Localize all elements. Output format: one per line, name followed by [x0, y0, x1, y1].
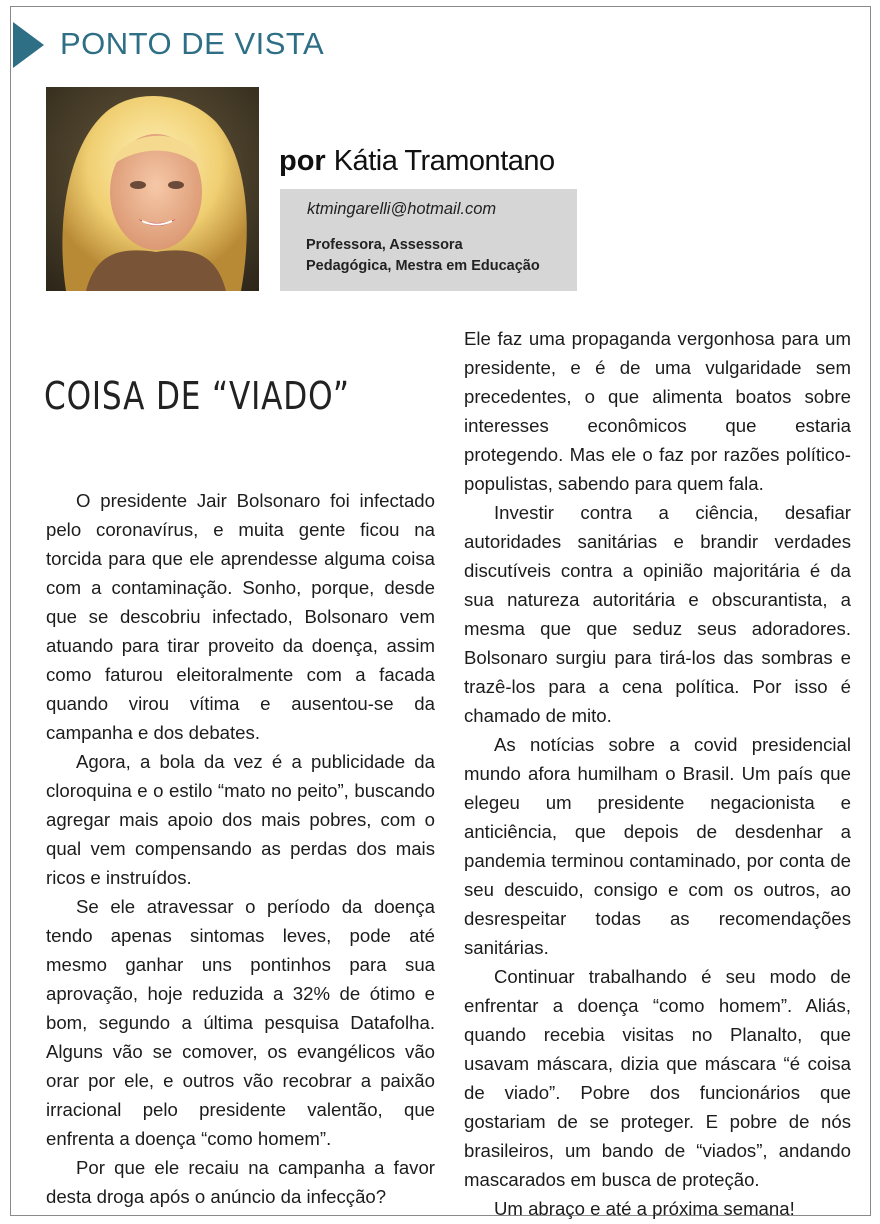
author-email[interactable]: ktmingarelli@hotmail.com: [307, 200, 497, 218]
article-closing: Um abraço e até a próxima semana!: [494, 1198, 795, 1219]
credentials-line-1: Professora, Assessora: [306, 237, 463, 253]
author-credentials: [306, 235, 540, 277]
author-photo: [46, 87, 259, 291]
article-paragraph: Por que ele recaiu na campanha a favor desta droga após o anúncio da infecção?: [46, 1157, 435, 1207]
article-column-right: [464, 324, 851, 1223]
article-paragraph: Continuar trabalhando é seu modo de enfrentar a doença “como homem”. Aliás, quando recebia visitas no Planalto, que usavam máscara, dizia que máscara “é coisa de viado”. Pobre dos funcionários que gostariam de se proteger. E pobre de nós brasileiros, um bando de “viados”, andando mascarados em busca de proteção.: [464, 966, 851, 1190]
article-paragraph: Agora, a bola da vez é a publicidade da cloroquina e o estilo “mato no peito”, buscando agregar mais apoio dos mais pobres, com o qual vem compensando as perdas dos mais ricos e instruídos.: [46, 751, 435, 888]
article-paragraph: Ele faz uma propaganda vergonhosa para um presidente, e é de uma vulgaridade sem precedentes, o que alimenta boatos sobre interesses econômicos que estaria protegendo. Mas ele o faz por razões político-populistas, sabendo para quem fala.: [464, 328, 851, 494]
author-portrait-image: [46, 87, 259, 291]
article-paragraph: Investir contra a ciência, desafiar autoridades sanitárias e brandir verdades discutíveis contra a opinião majoritária é da sua natureza autoritária e obscurantista, a mesma que que seduz seus adoradores. Bolsonaro surgiu para tirá-los das sombras e trazê-los para a cena política. Por isso é chamado de mito.: [464, 502, 851, 726]
article-headline: COISA DE “VIADO”: [44, 374, 350, 418]
credentials-line-2: Pedagógica, Mestra em Educação: [306, 258, 540, 274]
article-paragraph: As notícias sobre a covid presidencial mundo afora humilham o Brasil. Um país que elegeu um presidente negacionista e anticiência, que depois de desdenhar a pandemia terminou contaminado, por conta de seu descuido, consigo e com os outros, ao desrespeitar todas as recomendações sanitárias.: [464, 734, 851, 958]
section-title: PONTO DE VISTA: [60, 26, 325, 61]
article-paragraph: Se ele atravessar o período da doença tendo apenas sintomas leves, pode até mesmo ganhar uns pontinhos para sua aprovação, hoje reduzida a 32% de ótimo e bom, segundo a última pesquisa Datafolha. Alguns vão se comover, os evangélicos vão orar por ele, e outros vão recobrar a paixão irracional pelo presidente valentão, que enfrenta a doença “como homem”.: [46, 896, 435, 1149]
author-info-box: [280, 189, 577, 291]
article-paragraph: O presidente Jair Bolsonaro foi infectado pelo coronavírus, e muita gente ficou na torcida para que ele aprendesse alguma coisa com a contaminação. Sonho, porque, desde que se descobriu infectado, Bolsonaro vem atuando para tirar proveito da doença, assim como faturou eleitoralmente com a facada quando virou vítima e ausentou-se da campanha e dos debates.: [46, 490, 435, 743]
article-column-left: [46, 486, 435, 1211]
author-byline: [279, 141, 555, 181]
section-arrow-icon: [13, 22, 44, 68]
author-prefix: por: [279, 145, 326, 177]
author-name: Kátia Tramontano: [333, 145, 555, 177]
